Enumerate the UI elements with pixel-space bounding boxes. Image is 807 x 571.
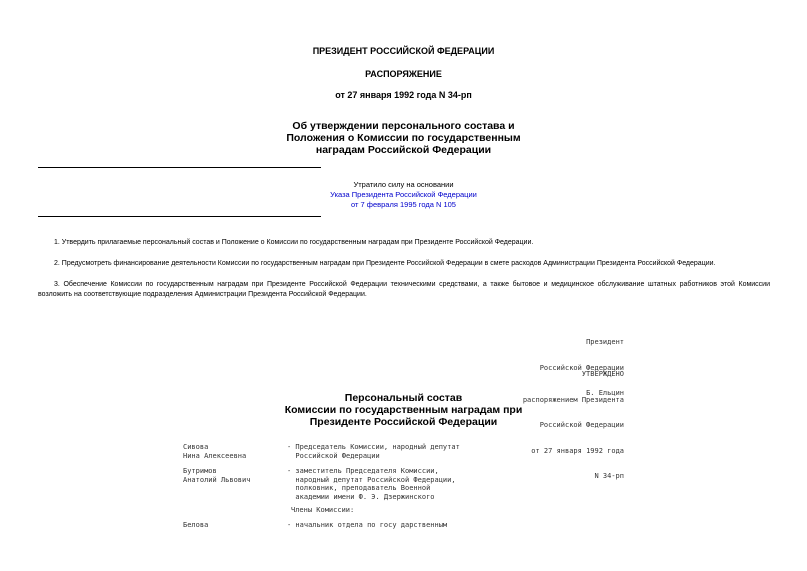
approval-line: от 27 января 1992 года <box>531 446 624 455</box>
paragraph-3: 3. Обеспечение Комиссии по государственным наградам при Президенте Российской Федерации техническими средствами, а также бытовое и медицинское обслуживание штатных работников этой Комиссии возложить на соответствующие подразделения Администрации Президента Российской Федерации. <box>38 281 770 298</box>
document-issuer: ПРЕЗИДЕНТ РОССИЙСКОЙ ФЕДЕРАЦИИ <box>312 46 495 56</box>
approval-line: Российской Федерации <box>539 421 624 429</box>
member-name: Белова <box>183 521 209 529</box>
divider-bottom <box>38 216 321 217</box>
document-title <box>0 120 807 156</box>
repeal-note-text: Утратило силу на основании <box>353 180 454 189</box>
member-name <box>183 443 246 460</box>
title-line: Положения о Комиссии по государственным <box>286 132 521 144</box>
composition-title-line: Персональный состав <box>344 392 463 404</box>
member-role: - заместитель Председателя Комиссии, народный депутат Российской Федерации, полковник, преподаватель Военной академии имени Ф. Э. Дзержинского <box>287 467 456 501</box>
member-role: - Председатель Комиссии, народный депутат Российской Федерации <box>287 443 460 460</box>
title-line: наградам Российской Федерации <box>315 144 492 156</box>
composition-title-line: Комиссии по государственным наградам при <box>284 404 523 416</box>
member-surname: Бутримов <box>183 467 217 475</box>
members-heading: Члены Комиссии: <box>291 506 355 514</box>
approval-line: распоряжением Президента <box>522 395 624 404</box>
member-role: - начальник отдела по госу дарственным <box>287 521 448 529</box>
repeal-decree-link[interactable]: Указа Президента Российской Федерации <box>330 190 477 199</box>
signature-line: Президент <box>586 338 624 346</box>
document-type: РАСПОРЯЖЕНИЕ <box>365 69 442 79</box>
signature-line: Российской Федерации <box>539 363 624 372</box>
paragraph-1: 1. Утвердить прилагаемые персональный состав и Положение о Комиссии по государственным наградам при Президенте Российской Федерации. <box>54 239 534 246</box>
divider-top <box>38 167 321 168</box>
composition-title-line: Президенте Российской Федерации <box>309 416 498 428</box>
signature-line: Б. Ельцин <box>586 389 624 397</box>
member-name <box>183 467 250 484</box>
member-surname: Сивова <box>183 443 209 451</box>
title-line: Об утверждении персонального состава и <box>292 120 515 132</box>
repeal-decree-date-link[interactable]: от 7 февраля 1995 года N 105 <box>351 200 456 209</box>
composition-title <box>0 392 807 428</box>
member-given-name: Анатолий Львович <box>183 475 251 484</box>
paragraph-2: 2. Предусмотреть финансирование деятельности Комиссии по государственным наградам при Президенте Российской Федерации в смете расходов Администрации Президента Российской Федерации. <box>54 260 716 267</box>
member-given-name: Нина Алексеевна <box>183 451 247 460</box>
repeal-note <box>300 180 507 210</box>
document-date-number: от 27 января 1992 года N 34-рп <box>335 90 472 100</box>
approval-line: N 34-рп <box>594 472 624 480</box>
approval-line: УТВЕРЖДЕНО <box>581 370 624 378</box>
